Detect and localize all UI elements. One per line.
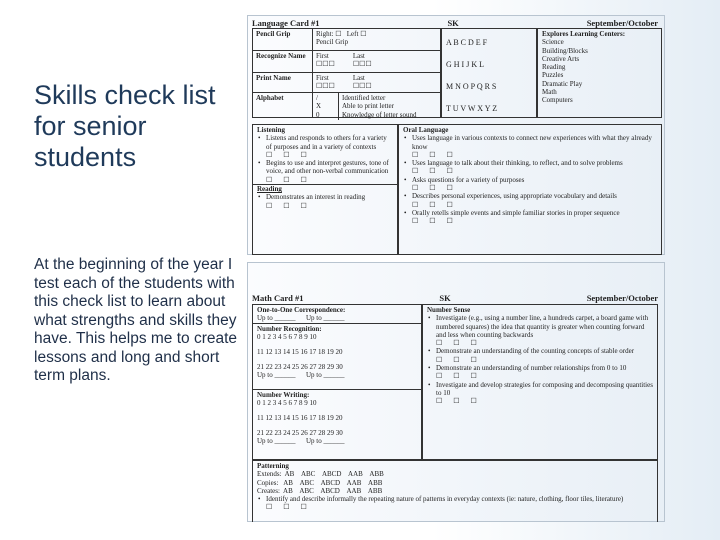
- number-row: 0 1 2 3 4 5 6 7 8 9 10: [257, 333, 317, 341]
- oral-item: • Describes personal experiences, using appropriate vocabulary and details: [403, 192, 657, 200]
- oral-item: • Uses language to talk about their thinking, to reflect, and to solve problems: [403, 159, 657, 167]
- recognize-name-label: Recognize Name: [253, 51, 313, 72]
- print-name-label: Print Name: [253, 73, 313, 92]
- oral-item: • Orally retells simple events and simple familiar stories in proper sequence: [403, 209, 657, 217]
- number-row: 11 12 13 14 15 16 17 18 19 20: [257, 348, 343, 356]
- pattern-row: Creates: AB ABC ABCD AAB ABB: [257, 486, 383, 495]
- checkboxes: ☐☐☐: [412, 150, 464, 159]
- number-sense-title: Number Sense: [427, 306, 471, 314]
- number-row: 0 1 2 3 4 5 6 7 8 9 10: [257, 399, 317, 407]
- grade: SK: [447, 18, 459, 28]
- left-option: Left ☐: [346, 30, 367, 38]
- alphabet-label: Alphabet: [253, 93, 313, 117]
- pattern-row: Extends: AB ABC ABCD AAB ABB: [257, 470, 384, 479]
- centers-title: Explores Learning Centers:: [542, 30, 626, 38]
- grade: SK: [439, 293, 451, 303]
- number-sense-item: • Demonstrate an understanding of the counting concepts of stable order: [427, 347, 653, 355]
- checkboxes: ☐☐☐: [316, 60, 335, 69]
- number-row: 21 22 23 24 25 26 27 28 29 30: [257, 429, 343, 437]
- checkboxes: ☐☐☐: [266, 201, 318, 210]
- letters-row: G H I J K L: [446, 60, 484, 69]
- listening-title: Listening: [257, 126, 286, 134]
- key: X: [316, 102, 322, 111]
- one-to-one-title: One-to-One Correspondence:: [257, 306, 346, 314]
- checkboxes: ☐☐☐: [436, 355, 488, 364]
- recognition-title: Number Recognition:: [257, 325, 322, 333]
- right-option: Right: ☐: [316, 30, 342, 38]
- checkboxes: ☐☐☐: [266, 503, 318, 512]
- language-card: [247, 15, 665, 255]
- checkboxes: ☐☐☐: [436, 397, 488, 406]
- number-row: 11 12 13 14 15 16 17 18 19 20: [257, 414, 343, 422]
- center-item: Reading: [542, 63, 566, 72]
- oral-item: • Uses language in various contexts to connect new experiences with what they already know: [403, 134, 657, 151]
- letters-row: M N O P Q R S: [446, 82, 497, 91]
- center-item: Science: [542, 38, 564, 47]
- upto: Up to ______ Up to ______: [257, 371, 345, 379]
- number-sense-item: • Investigate and develop strategies for composing and decomposing quantities to 10: [427, 381, 653, 398]
- checkboxes: ☐☐☐: [436, 372, 488, 381]
- checkboxes: ☐☐☐: [412, 184, 464, 193]
- number-sense-item: • Demonstrate an understanding of number relationships from 0 to 10: [427, 364, 653, 372]
- center-item: Dramatic Play: [542, 79, 583, 88]
- letters-row: T U V W X Y Z: [446, 104, 498, 113]
- checkboxes: ☐☐☐: [316, 82, 335, 91]
- slide-title: Skills check list for senior students: [34, 80, 216, 172]
- number-row: 21 22 23 24 25 26 27 28 29 30: [257, 363, 343, 371]
- pencil-grip-sub: Pencil Grip: [316, 38, 349, 47]
- meaning: Able to print letter: [342, 102, 394, 111]
- last-label: Last: [352, 74, 365, 82]
- patterning-title: Patterning: [257, 462, 289, 470]
- writing-title: Number Writing:: [257, 391, 310, 399]
- oral-title: Oral Language: [403, 126, 449, 134]
- math-card: [247, 262, 665, 522]
- meaning: Identified letter: [342, 94, 386, 102]
- listening-item: • Listens and responds to others for a variety of purposes and in a variety of contexts: [257, 134, 393, 151]
- upto: Up to ______ Up to ______: [257, 437, 345, 445]
- letters-row: A B C D E F: [446, 38, 488, 47]
- period: September/October: [586, 18, 658, 28]
- checkboxes: ☐☐☐: [266, 175, 318, 184]
- center-item: Puzzles: [542, 71, 564, 80]
- pattern-row: Copies: AB ABC ABCD AAB ABB: [257, 478, 383, 487]
- period: September/October: [586, 293, 658, 303]
- number-sense-item: • Investigate (e.g., using a number line, a hundreds carpet, a board game with numbered squares) the idea that quantity is greater when counting forward and less when counting backwards: [427, 314, 653, 339]
- card-title: Language Card #1: [252, 18, 320, 28]
- checkboxes: ☐☐☐: [266, 150, 318, 159]
- center-item: Math: [542, 88, 557, 97]
- last-label: Last: [352, 52, 365, 60]
- checkboxes: ☐☐☐: [412, 217, 464, 226]
- oral-item: • Asks questions for a variety of purposes: [403, 176, 657, 184]
- upto: Up to ______ Up to ______: [257, 314, 345, 323]
- patterning-item: • Identify and describe informally the repeating nature of patterns in everyday contexts (ie: nature, clothing, floor tiles, literature): [257, 495, 653, 503]
- meaning: Knowledge of letter sound: [342, 110, 417, 119]
- listening-item: • Begins to use and interpret gestures, tone of voice, and other non-verbal communication: [257, 159, 393, 176]
- checkboxes: ☐☐☐: [412, 200, 464, 209]
- slide-body: At the beginning of the year I test each of the students with this check list to learn about what strengths and skills they have. This helps me to create lessons and long and short term plans.: [34, 256, 238, 384]
- center-item: Creative Arts: [542, 54, 580, 63]
- reading-item: • Demonstrates an interest in reading: [257, 193, 393, 201]
- key: /: [316, 94, 318, 102]
- checkboxes: ☐☐☐: [352, 82, 372, 91]
- key: 0: [316, 110, 320, 119]
- first-label: First: [316, 52, 329, 60]
- checkboxes: ☐☐☐: [352, 60, 372, 69]
- card-title: Math Card #1: [252, 293, 304, 303]
- reading-title: Reading: [253, 184, 397, 193]
- checkboxes: ☐☐☐: [436, 339, 488, 348]
- checkboxes: ☐☐☐: [412, 167, 464, 176]
- center-item: Computers: [542, 96, 573, 105]
- center-item: Building/Blocks: [542, 46, 588, 55]
- pencil-grip-label: Pencil Grip: [253, 29, 313, 50]
- first-label: First: [316, 74, 329, 82]
